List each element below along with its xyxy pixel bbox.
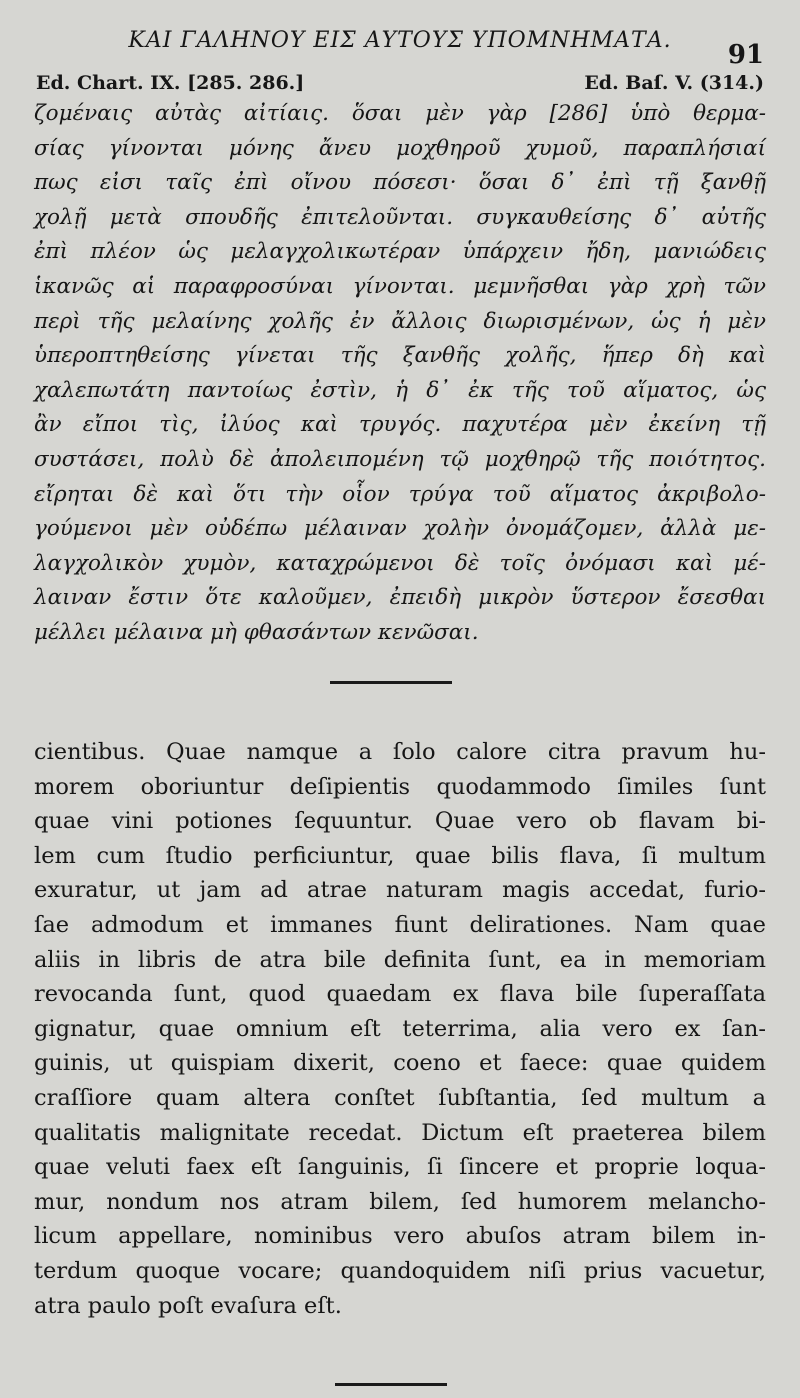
latin-text-line: terdum quoque vocare; quandoquidem niſi prius vacuetur, — [34, 1257, 766, 1284]
latin-text-line: quae veluti faex eſt ſanguinis, ſi ſincere et proprie loqua- — [34, 1154, 766, 1181]
greek-text-line: σίας γίνονται μόνης ἄνευ μοχθηροῦ χυμοῦ, παραπλήσιαί — [34, 135, 766, 161]
latin-text-line: cientibus. Quae namque a ſolo calore citra pravum hu- — [34, 739, 766, 765]
latin-text-line: qualitatis malignitate recedat. Dictum eſt praeterea bilem — [34, 1119, 766, 1146]
running-title: ΚΑΙ ΓΑΛΗΝΟΥ ΕΙΣ ΑΥΤΟΥΣ ΥΠΟΜΝΗΜΑΤΑ. — [128, 28, 672, 53]
latin-text-line: aliis in libris de atra bile definita ſunt, ea in memoriam — [34, 946, 766, 973]
greek-text-line: συστάσει, πολὺ δὲ ἀπολειπομένη τῷ μοχθηρῷ τῆς ποιότητος. — [34, 446, 766, 472]
greek-text-line: πως εἰσι ταῖς ἐπὶ οἴνου πόσεσι· ὅσαι δ᾽ ἐπὶ τῇ ξανθῇ — [34, 170, 766, 196]
greek-text-line: ὑπεροπτηθείσης γίνεται τῆς ξανθῆς χολῆς, ἥπερ δὴ καὶ — [34, 343, 766, 369]
greek-text-line: ζομέναις αὐτὰς αἰτίαις. ὅσαι μὲν γὰρ [286] ὑπὸ θερμα- — [34, 101, 766, 126]
latin-text-line: atra paulo poſt evaſura eſt. — [34, 1292, 342, 1319]
section-divider — [330, 681, 452, 684]
latin-text-block — [34, 735, 766, 1323]
end-divider — [335, 1383, 447, 1386]
latin-text-line: exuratur, ut jam ad atrae naturam magis accedat, furio- — [34, 877, 766, 904]
latin-text-line: lem cum ſtudio perficiuntur, quae bilis flava, ſi multum — [34, 842, 766, 869]
greek-text-block — [34, 97, 766, 651]
greek-text-line: γούμενοι μὲν οὐδέπω μέλαιναν χολὴν ὀνομάζομεν, ἀλλὰ με- — [34, 516, 766, 542]
latin-text-line: quae vini potiones ſequuntur. Quae vero ob flavam bi- — [34, 808, 766, 835]
greek-text-line: ἂν εἴποι τὶς, ἰλύος καὶ τρυγός. παχυτέρα μὲν ἐκείνη τῇ — [34, 412, 766, 438]
latin-text-line: craſſiore quam altera conſtet ſubſtantia, ſed multum a — [34, 1084, 766, 1111]
latin-text-line: ſae admodum et immanes fiunt delirationes. Nam quae — [34, 911, 766, 938]
latin-text-line: morem oboriuntur deſipientis quodammodo ſimiles ſunt — [34, 773, 766, 800]
greek-text-line: εἴρηται δὲ καὶ ὅτι τὴν οἷον τρύγα τοῦ αἵματος ἀκριβολο- — [34, 481, 766, 507]
edition-left: Ed. Chart. IX. [285. 286.] — [36, 72, 305, 94]
latin-text-line: mur, nondum nos atram bilem, ſed humorem melancho- — [34, 1188, 766, 1215]
page-number: 91 — [727, 40, 764, 70]
greek-text-line: λαγχολικὸν χυμὸν, καταχρώμενοι δὲ τοῖς ὀνόμασι καὶ μέ- — [34, 550, 766, 576]
greek-text-line: ἐπὶ πλέον ὡς μελαγχολικωτέραν ὑπάρχειν ἤδη, μανιώδεις — [34, 239, 766, 265]
greek-text-line: ἱκανῶς αἱ παραφροσύναι γίνονται. μεμνῆσθαι γὰρ χρὴ τῶν — [34, 273, 766, 299]
latin-text-line: revocanda ſunt, quod quaedam ex flava bile ſuperaſſata — [34, 981, 766, 1008]
latin-text-line: licum appellare, nominibus vero abuſos atram bilem in- — [34, 1223, 766, 1250]
latin-text-line: guinis, ut quispiam dixerit, coeno et faece: quae quidem — [34, 1050, 766, 1077]
greek-text-line: περὶ τῆς μελαίνης χολῆς ἐν ἄλλοις διωρισμένων, ὡς ἡ μὲν — [34, 308, 766, 334]
greek-text-line: μέλλει μέλαινα μὴ φθασάντων κενῶσαι. — [34, 619, 479, 645]
greek-text-line: χολῇ μετὰ σπουδῆς ἐπιτελοῦνται. συγκαυθείσης δ᾽ αὐτῆς — [34, 204, 766, 230]
latin-text-line: gignatur, quae omnium eſt teterrima, alia vero ex ſan- — [34, 1015, 766, 1042]
edition-references — [36, 72, 764, 94]
greek-text-line: λαιναν ἔστιν ὅτε καλοῦμεν, ἐπειδὴ μικρὸν ὕστερον ἔσεσθαι — [34, 585, 766, 611]
edition-right: Ed. Baſ. V. (314.) — [584, 72, 764, 94]
greek-text-line: χαλεπωτάτη παντοίως ἐστὶν, ἡ δ᾽ ἐκ τῆς τοῦ αἵματος, ὡς — [34, 377, 766, 403]
